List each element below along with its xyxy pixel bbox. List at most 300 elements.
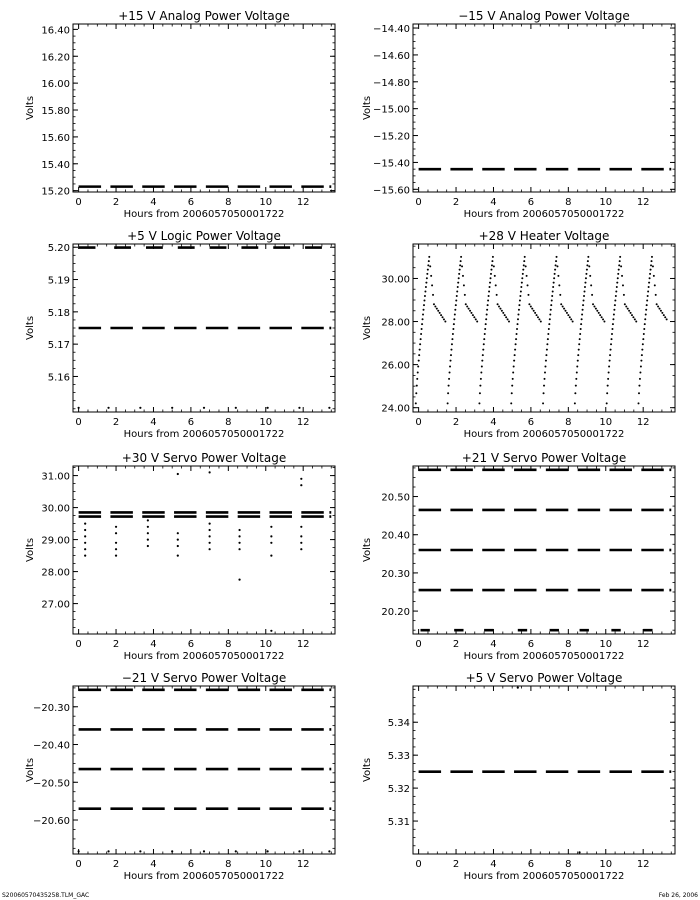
data-point [462, 275, 464, 277]
data-point [418, 354, 420, 356]
data-point [640, 365, 642, 367]
data-point [612, 323, 614, 325]
data-point [621, 275, 623, 277]
data-point [544, 372, 546, 374]
data-point [562, 305, 564, 307]
y-tick-label: 5.16 [47, 372, 70, 384]
data-point [328, 407, 330, 409]
data-point [551, 295, 553, 297]
data-marks [419, 687, 672, 854]
data-point [587, 256, 589, 258]
data-point [489, 282, 491, 284]
data-point [521, 282, 523, 284]
data-point [238, 542, 240, 544]
data-point [524, 256, 526, 258]
data-point [419, 349, 421, 351]
y-tick-label: −20.40 [32, 740, 70, 752]
data-point [483, 338, 485, 340]
y-tick-label: 27.00 [41, 599, 70, 611]
y-tick-label: −15.40 [372, 158, 410, 170]
data-point [550, 304, 552, 306]
data-point [451, 343, 453, 345]
data-point [617, 277, 619, 279]
data-point [209, 523, 211, 525]
data-point [523, 260, 525, 262]
data-point [536, 314, 538, 316]
x-tick-label: 2 [112, 639, 120, 650]
data-marks [79, 471, 332, 632]
data-point [570, 318, 572, 320]
data-point [482, 354, 484, 356]
data-point [645, 309, 647, 311]
y-tick-label: −15.00 [372, 104, 410, 116]
data-point [84, 523, 86, 525]
y-tick-label: −20.30 [32, 702, 70, 714]
data-point [454, 309, 456, 311]
data-point [482, 349, 484, 351]
data-point [520, 290, 522, 292]
y-tick-label: 5.20 [47, 243, 70, 255]
data-point [577, 354, 579, 356]
data-point [300, 484, 302, 486]
plot-frame [73, 24, 335, 192]
data-point [513, 360, 515, 362]
y-axis-label: Volts [25, 95, 36, 121]
plot-frame [413, 244, 675, 412]
data-point [638, 402, 640, 404]
data-point [139, 850, 141, 852]
data-point [606, 402, 608, 404]
data-point [499, 308, 501, 310]
data-point [270, 630, 272, 632]
data-point [583, 300, 585, 302]
x-tick-label: 12 [296, 859, 310, 870]
data-point [599, 314, 601, 316]
data-point [544, 365, 546, 367]
y-axis-label: Volts [362, 537, 373, 563]
data-point [579, 333, 581, 335]
data-point [650, 269, 652, 271]
y-tick-label: 24.00 [381, 403, 410, 415]
data-point [496, 294, 498, 296]
y-tick-label: 30.00 [41, 503, 70, 515]
data-point [328, 850, 330, 852]
data-point [580, 323, 582, 325]
data-point [465, 303, 467, 305]
data-point [527, 294, 529, 296]
data-point [508, 321, 510, 323]
data-point [460, 260, 462, 262]
x-tick-label: 10 [259, 639, 273, 650]
x-tick-label: 4 [150, 417, 157, 428]
y-axis-label: Volts [362, 757, 373, 783]
data-point [456, 295, 458, 297]
x-tick-label: 8 [565, 859, 572, 870]
footer-date: Feb 26, 2006 [658, 892, 698, 899]
data-point [453, 323, 455, 325]
chart-title: +5 V Logic Power Voltage [127, 229, 281, 243]
data-point [661, 312, 663, 314]
y-tick-label: −20.60 [32, 816, 70, 828]
x-tick-label: 0 [415, 417, 422, 428]
data-point [646, 300, 648, 302]
data-point [523, 264, 525, 266]
chart-7 [25, 671, 335, 882]
data-point [522, 269, 524, 271]
data-point [450, 349, 452, 351]
data-point [298, 850, 300, 852]
data-point [618, 269, 620, 271]
x-axis-label: Hours from 2006057050001722 [463, 651, 625, 662]
x-tick-label: 2 [112, 859, 120, 870]
data-point [517, 313, 519, 315]
data-point [464, 294, 466, 296]
data-point [624, 303, 626, 305]
data-point [616, 282, 618, 284]
data-point [177, 473, 179, 475]
data-point [512, 372, 514, 374]
data-point [515, 338, 517, 340]
data-point [489, 286, 491, 288]
data-point [78, 407, 80, 409]
data-point [608, 365, 610, 367]
chart-title: +21 V Servo Power Voltage [461, 451, 627, 465]
data-point [647, 290, 649, 292]
data-point [84, 555, 86, 557]
data-point [84, 529, 86, 531]
data-point [423, 309, 425, 311]
y-tick-label: 16.00 [41, 79, 70, 91]
data-point [460, 256, 462, 258]
data-point [527, 284, 529, 286]
data-point [641, 349, 643, 351]
x-axis-label: Hours from 2006057050001722 [123, 209, 285, 220]
data-point [300, 535, 302, 537]
data-point [651, 256, 653, 258]
plot-frame [413, 686, 675, 854]
data-point [478, 402, 480, 404]
data-point [579, 338, 581, 340]
data-point [461, 265, 463, 267]
data-point [491, 260, 493, 262]
x-axis-label: Hours from 2006057050001722 [123, 651, 285, 662]
data-point [479, 392, 481, 394]
data-point [643, 328, 645, 330]
x-tick-label: 0 [415, 197, 422, 208]
data-point [502, 312, 504, 314]
data-point [267, 407, 269, 409]
data-point [567, 314, 569, 316]
data-point [657, 305, 659, 307]
y-tick-label: 15.20 [41, 186, 70, 198]
data-point [420, 338, 422, 340]
data-point [505, 316, 507, 318]
data-point [547, 338, 549, 340]
data-point [510, 402, 512, 404]
data-point [422, 318, 424, 320]
data-point [515, 343, 517, 345]
x-tick-label: 6 [187, 417, 195, 428]
data-point [511, 392, 513, 394]
data-point [642, 338, 644, 340]
data-point [578, 349, 580, 351]
data-point [627, 308, 629, 310]
data-point [516, 328, 518, 330]
data-point [654, 284, 656, 286]
y-tick-label: 5.19 [47, 275, 70, 287]
data-point [556, 265, 558, 267]
data-point [238, 548, 240, 550]
x-axis-label: Hours from 2006057050001722 [463, 209, 625, 220]
data-point [459, 269, 461, 271]
x-tick-label: 2 [452, 639, 460, 650]
x-tick-label: 4 [490, 417, 497, 428]
data-point [417, 365, 419, 367]
data-point [646, 304, 648, 306]
data-point [649, 277, 651, 279]
data-point [644, 318, 646, 320]
data-point [577, 360, 579, 362]
data-point [422, 313, 424, 315]
data-point [540, 321, 542, 323]
data-point [611, 333, 613, 335]
data-point [592, 303, 594, 305]
data-point [443, 318, 445, 320]
x-tick-label: 6 [527, 197, 535, 208]
data-point [584, 286, 586, 288]
data-point [598, 312, 600, 314]
y-tick-label: 16.40 [41, 25, 70, 37]
data-point [448, 385, 450, 387]
chart-5 [25, 451, 335, 662]
data-point [556, 256, 558, 258]
data-point [107, 850, 109, 852]
data-point [416, 385, 418, 387]
data-point [585, 277, 587, 279]
data-point [543, 385, 545, 387]
data-point [476, 321, 478, 323]
data-point [490, 269, 492, 271]
y-tick-label: −14.60 [372, 50, 410, 62]
data-point [483, 343, 485, 345]
data-point [235, 407, 237, 409]
data-point [270, 555, 272, 557]
data-point [147, 519, 149, 521]
data-point [581, 313, 583, 315]
data-point [209, 542, 211, 544]
y-tick-label: 5.33 [387, 751, 410, 763]
data-point [559, 294, 561, 296]
data-point [572, 321, 574, 323]
data-point [554, 273, 556, 275]
x-tick-label: 8 [225, 417, 232, 428]
data-point [578, 851, 580, 853]
data-point [267, 850, 269, 852]
data-point [444, 321, 446, 323]
data-point [428, 256, 430, 258]
data-point [576, 365, 578, 367]
data-point [475, 318, 477, 320]
data-point [546, 349, 548, 351]
data-point [620, 265, 622, 267]
data-point [421, 323, 423, 325]
data-point [177, 532, 179, 534]
y-tick-label: 28.00 [381, 317, 410, 329]
chart-title: +28 V Heater Voltage [478, 229, 610, 243]
y-axis-label: Volts [25, 757, 36, 783]
data-point [238, 535, 240, 537]
data-point [609, 360, 611, 362]
data-point [428, 260, 430, 262]
data-point [555, 260, 557, 262]
data-point [563, 308, 565, 310]
data-point [617, 273, 619, 275]
x-tick-label: 10 [599, 639, 613, 650]
data-point [497, 303, 499, 305]
y-tick-label: −14.80 [372, 77, 410, 89]
data-point [583, 295, 585, 297]
data-point [493, 265, 495, 267]
footer-filename: S20060570435258.TLM_GAC [2, 892, 90, 899]
x-tick-label: 2 [452, 417, 460, 428]
chart-2 [362, 9, 675, 220]
data-point [480, 372, 482, 374]
data-point [656, 303, 658, 305]
data-point [203, 850, 205, 852]
data-point [574, 402, 576, 404]
data-point [549, 318, 551, 320]
data-point [593, 305, 595, 307]
chart-6 [362, 451, 675, 662]
data-point [451, 338, 453, 340]
y-tick-label: 30.00 [381, 274, 410, 286]
data-point [507, 318, 509, 320]
data-point [548, 328, 550, 330]
x-tick-label: 12 [636, 417, 650, 428]
x-tick-label: 6 [527, 639, 535, 650]
data-point [472, 314, 474, 316]
data-point [618, 264, 620, 266]
data-point [586, 269, 588, 271]
y-tick-label: 26.00 [381, 360, 410, 372]
data-point [518, 304, 520, 306]
data-point [644, 323, 646, 325]
y-tick-label: 5.34 [387, 718, 410, 730]
data-point [459, 264, 461, 266]
data-point [640, 360, 642, 362]
y-tick-label: −14.40 [372, 24, 410, 36]
data-point [660, 310, 662, 312]
data-point [490, 273, 492, 275]
data-point [473, 316, 475, 318]
data-point [484, 328, 486, 330]
data-point [552, 286, 554, 288]
y-tick-label: −15.60 [372, 185, 410, 197]
y-tick-label: 16.20 [41, 52, 70, 64]
data-point [586, 264, 588, 266]
data-point [647, 295, 649, 297]
chart-4 [362, 229, 675, 440]
data-point [613, 313, 615, 315]
data-point [558, 284, 560, 286]
data-point [147, 526, 149, 528]
data-point [607, 385, 609, 387]
data-point [115, 526, 117, 528]
x-tick-label: 10 [599, 859, 613, 870]
data-point [488, 290, 490, 292]
x-tick-label: 2 [112, 197, 120, 208]
data-point [609, 354, 611, 356]
data-point [418, 360, 420, 362]
x-axis-label: Hours from 2006057050001722 [463, 871, 625, 882]
data-point [430, 275, 432, 277]
data-point [300, 542, 302, 544]
data-point [625, 305, 627, 307]
data-point [491, 264, 493, 266]
data-point [480, 378, 482, 380]
data-point [235, 850, 237, 852]
data-point [590, 284, 592, 286]
data-marks [419, 470, 672, 630]
data-point [300, 548, 302, 550]
data-point [453, 318, 455, 320]
data-point [115, 532, 117, 534]
x-tick-label: 10 [259, 197, 273, 208]
data-point [426, 273, 428, 275]
data-point [494, 275, 496, 277]
chart-title: −21 V Servo Power Voltage [121, 671, 287, 685]
data-point [649, 273, 651, 275]
data-point [455, 300, 457, 302]
data-point [177, 555, 179, 557]
data-point [547, 333, 549, 335]
data-point [458, 277, 460, 279]
data-point [596, 310, 598, 312]
data-point [420, 333, 422, 335]
data-point [511, 385, 513, 387]
plot-frame [413, 24, 675, 192]
data-point [603, 321, 605, 323]
data-point [551, 300, 553, 302]
data-point [584, 290, 586, 292]
data-point [425, 282, 427, 284]
data-point [587, 260, 589, 262]
x-tick-label: 2 [452, 859, 460, 870]
y-axis-label: Volts [362, 315, 373, 341]
data-point [300, 478, 302, 480]
data-point [595, 308, 597, 310]
y-tick-label: 5.18 [47, 307, 70, 319]
data-point [415, 402, 417, 404]
data-marks [78, 248, 332, 409]
x-tick-label: 0 [75, 417, 82, 428]
x-tick-label: 8 [565, 197, 572, 208]
data-point [663, 314, 665, 316]
data-point [504, 314, 506, 316]
data-point [449, 365, 451, 367]
data-point [550, 309, 552, 311]
data-point [513, 365, 515, 367]
data-point [632, 316, 634, 318]
y-tick-label: 20.40 [381, 530, 410, 542]
chart-1 [25, 9, 335, 220]
data-marks [415, 256, 668, 404]
data-point [569, 316, 571, 318]
data-point [485, 323, 487, 325]
x-tick-label: 8 [565, 639, 572, 650]
data-point [171, 850, 173, 852]
data-point [623, 294, 625, 296]
